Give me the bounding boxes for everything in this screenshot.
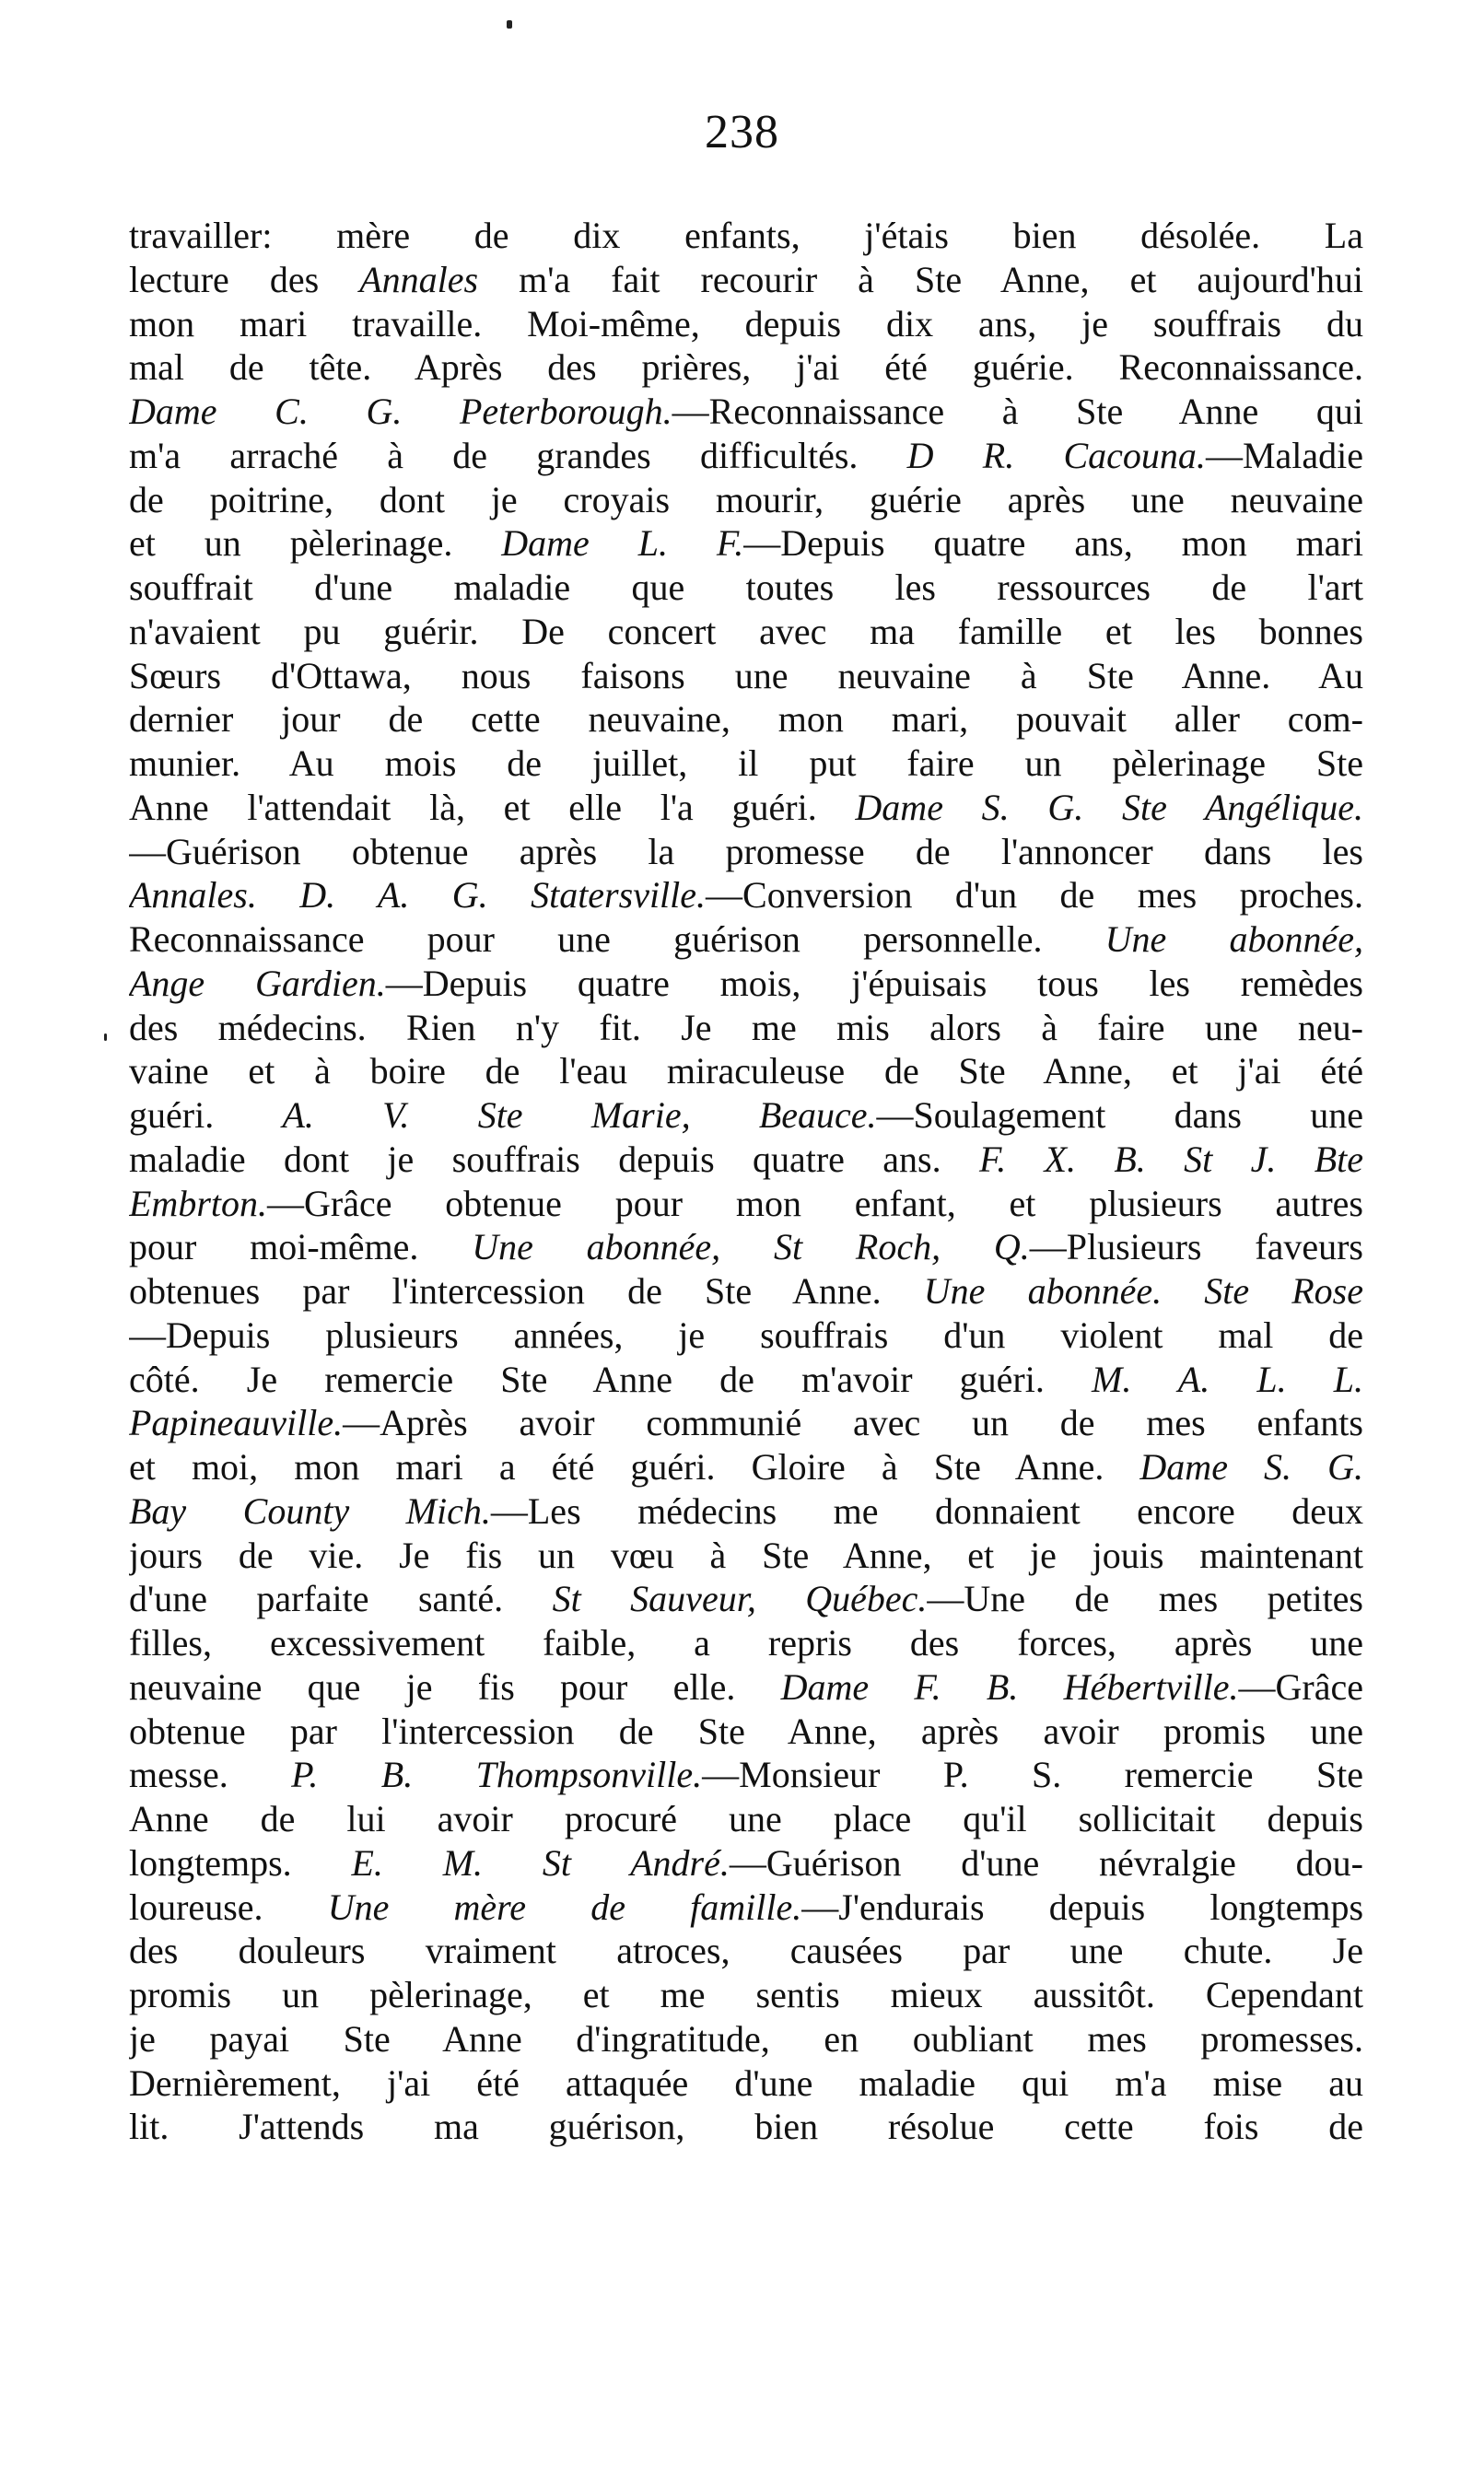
text-line <box>129 917 1363 962</box>
text-segment: Dernièrement, j'ai été attaquée d'une maladie qui m'a mise au <box>129 2061 1363 2104</box>
text-segment: côté. Je remercie Ste Anne de m'avoir guéri. <box>129 1358 1093 1400</box>
text-segment: —Les médecins me donnaient encore deux <box>490 1489 1363 1532</box>
text-line <box>129 566 1363 610</box>
italic-signature: D R. Cacouna. <box>906 434 1206 476</box>
italic-signature: F. X. B. St J. Bte <box>978 1138 1363 1180</box>
text-segment: dernier jour de cette neuvaine, mon mari, pouvait aller com- <box>129 698 1363 741</box>
text-segment: obtenues par l'intercession de Ste Anne. <box>129 1270 924 1312</box>
text-segment: —Depuis quatre mois, j'épuisais tous les remèdes <box>385 962 1363 1004</box>
body-text <box>129 214 1363 2149</box>
text-segment: de poitrine, dont je croyais mourir, guérie après une neuvaine <box>129 478 1363 520</box>
text-line <box>129 302 1363 346</box>
text-line <box>129 1929 1363 1973</box>
text-segment: souffrait d'une maladie que toutes les ressources de l'art <box>129 566 1363 608</box>
text-line <box>129 786 1363 830</box>
text-segment: Reconnaissance pour une guérison personnelle. <box>129 918 1105 960</box>
text-line <box>129 1138 1363 1182</box>
text-segment: —Depuis quatre ans, mon mari <box>743 522 1363 565</box>
italic-signature: E. M. St André. <box>351 1841 730 1884</box>
text-segment: et moi, mon mari a été guéri. Gloire à Ste Anne. <box>129 1446 1140 1488</box>
text-segment: promis un pèlerinage, et me sentis mieux aussitôt. Cependant <box>129 1974 1363 2015</box>
italic-signature: Dame F. B. Hébertville. <box>780 1665 1239 1708</box>
text-segment: munier. Au mois de juillet, il put faire un pèlerinage Ste <box>129 742 1363 784</box>
text-line <box>129 2017 1363 2061</box>
text-line <box>129 1665 1363 1710</box>
text-segment: messe. <box>129 1754 292 1796</box>
text-line <box>129 962 1363 1006</box>
text-line <box>129 434 1363 478</box>
text-segment: des médecins. Rien n'y fit. Je me mis alors à faire une neu- <box>129 1006 1363 1048</box>
print-speck <box>507 20 512 29</box>
text-line <box>129 2105 1363 2149</box>
text-segment: —Après avoir communié avec un de mes enfants <box>343 1402 1363 1444</box>
text-line <box>129 1182 1363 1226</box>
text-line <box>129 741 1363 786</box>
text-segment: d'une parfaite santé. <box>129 1578 553 1620</box>
italic-signature: Une abonnée. Ste Rose <box>923 1270 1363 1312</box>
italic-signature: Une abonnée, <box>1104 918 1363 960</box>
text-segment: Sœurs d'Ottawa, nous faisons une neuvaine à Ste Anne. Au <box>129 654 1363 696</box>
italic-signature: Embrton. <box>129 1182 267 1224</box>
text-segment: —Grâce <box>1238 1665 1363 1708</box>
text-segment: —Maladie <box>1205 434 1363 476</box>
text-segment: des douleurs vraiment atroces, causées par une chute. Je <box>129 1930 1363 1972</box>
text-segment: —Monsieur P. S. remercie Ste <box>702 1754 1363 1796</box>
text-line <box>129 1534 1363 1578</box>
text-segment: travailler: mère de dix enfants, j'étais bien désolée. La <box>129 215 1363 256</box>
text-segment: m'a fait recourir à Ste Anne, et aujourd'hui <box>478 258 1363 300</box>
text-line <box>129 1753 1363 1797</box>
italic-signature: P. B. Thompsonville. <box>291 1754 703 1796</box>
italic-signature: Ange Gardien. <box>129 962 386 1004</box>
text-line <box>129 345 1363 390</box>
text-segment: —Conversion d'un de mes proches. <box>706 874 1363 917</box>
italic-signature: Dame S. G. <box>1139 1446 1363 1488</box>
italic-signature: M. A. L. L. <box>1092 1358 1363 1400</box>
text-segment: jours de vie. Je fis un vœu à Ste Anne, et je jouis maintenant <box>129 1534 1363 1576</box>
text-segment: lecture des <box>129 258 360 300</box>
text-segment: —Grâce obtenue pour mon enfant, et plusieurs autres <box>267 1182 1363 1224</box>
text-line <box>129 873 1363 917</box>
text-segment: —Plusieurs faveurs <box>1029 1226 1363 1268</box>
text-segment: loureuse. <box>129 1886 328 1928</box>
text-segment: Anne l'attendait là, et elle l'a guéri. <box>129 786 856 828</box>
text-segment: je payai Ste Anne d'ingratitude, en oubliant mes promesses. <box>129 2017 1363 2060</box>
text-segment: neuvaine que je fis pour elle. <box>129 1665 781 1708</box>
italic-signature: Annales. D. A. G. Statersville. <box>129 874 707 917</box>
italic-signature: St Sauveur, Québec. <box>552 1578 928 1620</box>
italic-signature: A. V. Ste Marie, Beauce. <box>282 1094 877 1136</box>
text-line <box>129 1841 1363 1886</box>
text-segment: —Guérison obtenue après la promesse de l'annoncer dans les <box>129 830 1363 872</box>
italic-signature: Bay County Mich. <box>129 1489 491 1532</box>
text-segment: maladie dont je souffrais depuis quatre ans. <box>129 1138 979 1180</box>
text-line <box>129 1049 1363 1093</box>
text-segment: —Guérison d'une névralgie dou- <box>729 1841 1363 1884</box>
page-number: 238 <box>705 106 779 158</box>
text-line <box>129 521 1363 566</box>
text-line <box>129 1973 1363 2017</box>
text-line <box>129 1445 1363 1489</box>
text-line <box>129 1797 1363 1841</box>
text-segment: —Une de mes petites <box>927 1578 1363 1620</box>
italic-signature: Papineauville. <box>129 1402 344 1444</box>
text-segment: mon mari travaille. Moi-même, depuis dix ans, je souffrais du <box>129 302 1363 344</box>
text-line <box>129 1269 1363 1314</box>
text-line <box>129 1225 1363 1269</box>
text-line <box>129 478 1363 522</box>
print-speck <box>104 1033 107 1041</box>
text-segment: obtenue par l'intercession de Ste Anne, après avoir promis une <box>129 1710 1363 1752</box>
text-line <box>129 2061 1363 2106</box>
text-line <box>129 1401 1363 1445</box>
text-line <box>129 1489 1363 1534</box>
text-segment: filles, excessivement faible, a repris des forces, après une <box>129 1622 1363 1664</box>
italic-signature: Dame L. F. <box>501 522 744 565</box>
text-line <box>129 258 1363 302</box>
text-segment: Anne de lui avoir procuré une place qu'il sollicitait depuis <box>129 1798 1363 1839</box>
italic-signature: Annales <box>359 258 479 300</box>
text-segment: —Soulagement dans une <box>876 1094 1363 1136</box>
text-line <box>129 697 1363 741</box>
text-segment: —J'endurais depuis longtemps <box>801 1886 1363 1928</box>
text-line <box>129 1577 1363 1621</box>
italic-signature: Une abonnée, St Roch, Q. <box>472 1226 1030 1268</box>
text-segment: m'a arraché à de grandes difficultés. <box>129 434 907 476</box>
text-line <box>129 654 1363 698</box>
text-line <box>129 1358 1363 1402</box>
text-line <box>129 1621 1363 1665</box>
text-line <box>129 1093 1363 1138</box>
text-line <box>129 830 1363 874</box>
text-segment: et un pèlerinage. <box>129 522 502 565</box>
text-segment: longtemps. <box>129 1841 352 1884</box>
text-segment: mal de tête. Après des prières, j'ai été guérie. Reconnaissance. <box>129 346 1363 389</box>
italic-signature: Dame C. G. Peterborough. <box>129 391 672 432</box>
text-segment: —Depuis plusieurs années, je souffrais d'un violent mal de <box>129 1314 1363 1356</box>
text-line <box>129 1006 1363 1050</box>
italic-signature: Dame S. G. Ste Angélique. <box>855 786 1363 828</box>
text-segment: —Reconnaissance à Ste Anne qui <box>672 391 1363 432</box>
text-line <box>129 1886 1363 1930</box>
text-segment: lit. J'attends ma guérison, bien résolue cette fois de <box>129 2106 1363 2148</box>
text-line <box>129 390 1363 434</box>
italic-signature: Une mère de famille. <box>327 1886 802 1928</box>
text-line <box>129 1710 1363 1754</box>
text-line <box>129 214 1363 258</box>
text-segment: pour moi-même. <box>129 1226 473 1268</box>
text-segment: n'avaient pu guérir. De concert avec ma famille et les bonnes <box>129 610 1363 652</box>
text-segment: vaine et à boire de l'eau miraculeuse de Ste Anne, et j'ai été <box>129 1050 1363 1092</box>
text-line <box>129 610 1363 654</box>
text-line <box>129 1314 1363 1358</box>
text-segment: guéri. <box>129 1094 283 1136</box>
